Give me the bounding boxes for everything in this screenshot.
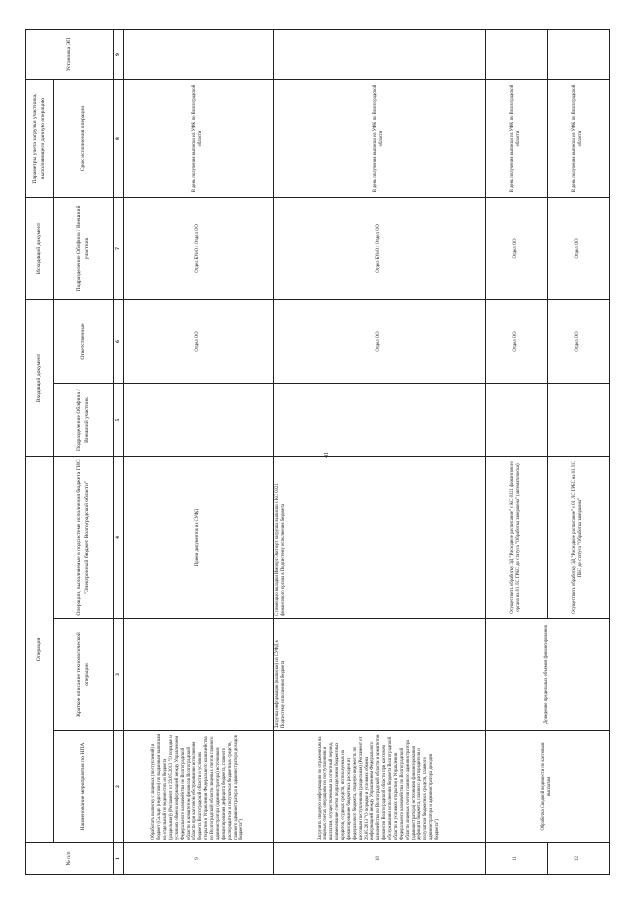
header-col-desc: Краткое описание технологической операции <box>54 619 114 731</box>
row-setup <box>485 29 547 79</box>
row-name: Обработка Сводной ведомости по кассовым выплатам <box>485 731 609 843</box>
header-col-out-dept: Подразделение Облфина / Внешний участник <box>54 197 114 299</box>
row-setup <box>273 29 485 79</box>
column-numbers-row <box>114 29 124 874</box>
column-number: 2 <box>114 731 124 843</box>
row-desc <box>123 619 273 731</box>
column-number: 8 <box>114 79 124 197</box>
row-number: 11 <box>485 843 547 875</box>
row-in-resp: Отдел ОО <box>123 299 273 383</box>
header-col-deadline: Срок исполнения операции <box>54 79 114 197</box>
row-number: 12 <box>547 843 609 875</box>
header-setup: Установка ЭП <box>26 29 114 79</box>
row-in-dept <box>273 384 485 457</box>
row-ops: Осуществить обработку ЭД "Расходное расписание" с 01 ЛС ГРБС на 03 ЛС ПБС до статуса "Обработка завершена" <box>547 457 609 619</box>
row-in-dept <box>123 384 273 457</box>
row-out-dept: Отдел ОО <box>485 197 547 299</box>
rotated-page <box>25 30 608 875</box>
row-out-dept: Отдел БУиО / Отдел ОО <box>273 197 485 299</box>
table-row <box>273 29 485 874</box>
row-number: 10 <box>273 843 485 875</box>
table-row <box>485 29 547 874</box>
row-setup <box>547 29 609 79</box>
row-deadline: В день получения выписки из УФК по Волгоградской области <box>273 79 485 197</box>
column-number: 4 <box>114 457 124 619</box>
column-number: 7 <box>114 197 124 299</box>
header-output-doc: Исходящий документ <box>26 197 54 299</box>
header-params: Параметры учета загрузки участника, выполняющего данную операцию <box>26 79 54 197</box>
operations-table <box>25 29 610 875</box>
row-desc: Загрузка информации (выписки) из СУФД в Подсистему исполнения бюджета <box>273 619 485 731</box>
header-col-name: Наименование мероприятия по НПА <box>54 731 114 843</box>
column-number: 1 <box>114 843 124 875</box>
header-input-doc: Входящий документ <box>26 299 54 456</box>
page-number: 41 <box>324 452 330 458</box>
row-ops: Осуществить обработку ЭД "Расходное расписание" с КС 0321 финансового органа на 01 ЛС ГРБС до статуса "Обработка завершена" (автоматически) <box>485 457 547 619</box>
column-number: 9 <box>114 29 124 79</box>
row-out-dept: Отдел БУиО / Отдел ОО <box>123 197 273 299</box>
row-in-resp: Отдел ОО <box>273 299 485 383</box>
row-desc: Доведение предельных объемов финансирования <box>485 619 609 731</box>
row-out-dept: Отдел ОО <box>547 197 609 299</box>
row-in-dept <box>485 384 547 457</box>
header-num: № п/п <box>26 843 114 875</box>
header-col-in-resp: Ответственные <box>54 299 114 383</box>
header-row-1 <box>26 29 54 874</box>
table-row <box>123 29 273 874</box>
column-number: 3 <box>114 619 124 731</box>
header-operation: Операция <box>26 457 54 843</box>
row-deadline: В день получения выписки из УФК по Волгоградской области <box>547 79 609 197</box>
row-in-resp: Отдел ОО <box>547 299 609 383</box>
column-number: 5 <box>114 384 124 457</box>
header-col-in-dept: Подразделение Облфина / Внешний участник <box>54 384 114 457</box>
row-in-resp: Отдел ОО <box>485 299 547 383</box>
row-ops: С помощью вкладки Импорт/Экспорт загрузка выписки с КС 0321 финансового органа в Подсистему исполнения бюджета <box>273 457 485 619</box>
row-in-dept <box>547 384 609 457</box>
header-row-2 <box>54 29 114 874</box>
row-ops: Прием документов из СУФД <box>123 457 273 619</box>
header-col-ops: Операции, выполняемые в подсистеме исполнения бюджета ГИС "Электронный бюджет Волгоградской области" <box>54 457 114 619</box>
row-name: Загрузить сводную информацию по отраженным на лицевых счетах операциям по поступлениям и выплатам, осуществленным за отчетный период, наименование счетов подразделения бюджетных кредитов, ссудных средств, используемых на финансирование бюджетных расходов из федерального бюджета, сводную ведомость по кассовым поступлениям (раздельная) (Регламент от 29.05.2013 "О порядке и условиях обмена информацией между Управлением Федерального казначейства по Волгоградской области и комитетом финансов Волгоградской области при кассовом обслуживании исполнения бюджета Волгоградской области и условиях открытия в Управлении Федерального казначейства по Волгоградской области лицевых счетов главного администратора (администратора) источников финансирования дефицита бюджета, главного распорядителя и получателя бюджетных средств, главного администратора и администратора доходов бюджета") <box>273 731 485 843</box>
row-number: 9 <box>123 843 273 875</box>
row-name: Обработать выписку с лицевых (поступлений) в бюджет (Сальдо (недостачи) по выданным выпискам на отдельный по ведомостях из бюджета (раздельная)) (Регламент от 29.05.2013 "О порядке и условиях обмена информацией между Управлением Федерального казначейства по Волгоградской области и комитетом финансов Волгоградской области при кассовом обслуживании исполнения бюджета Волгоградской области и условиях открытия в Управлении Федерального казначейства по Волгоградской области лицевых счетов главного администратора (администратора) источников финансирования дефицита бюджета, главного распорядителя и получателя бюджетных средств, главного администратора и администратора доходов бюджета") <box>123 731 273 843</box>
row-deadline: В день получения выписки из УФК по Волгоградской области <box>485 79 547 197</box>
row-setup <box>123 29 273 79</box>
row-deadline: В день получения выписки из УФК по Волгоградской области <box>123 79 273 197</box>
column-number: 6 <box>114 299 124 383</box>
